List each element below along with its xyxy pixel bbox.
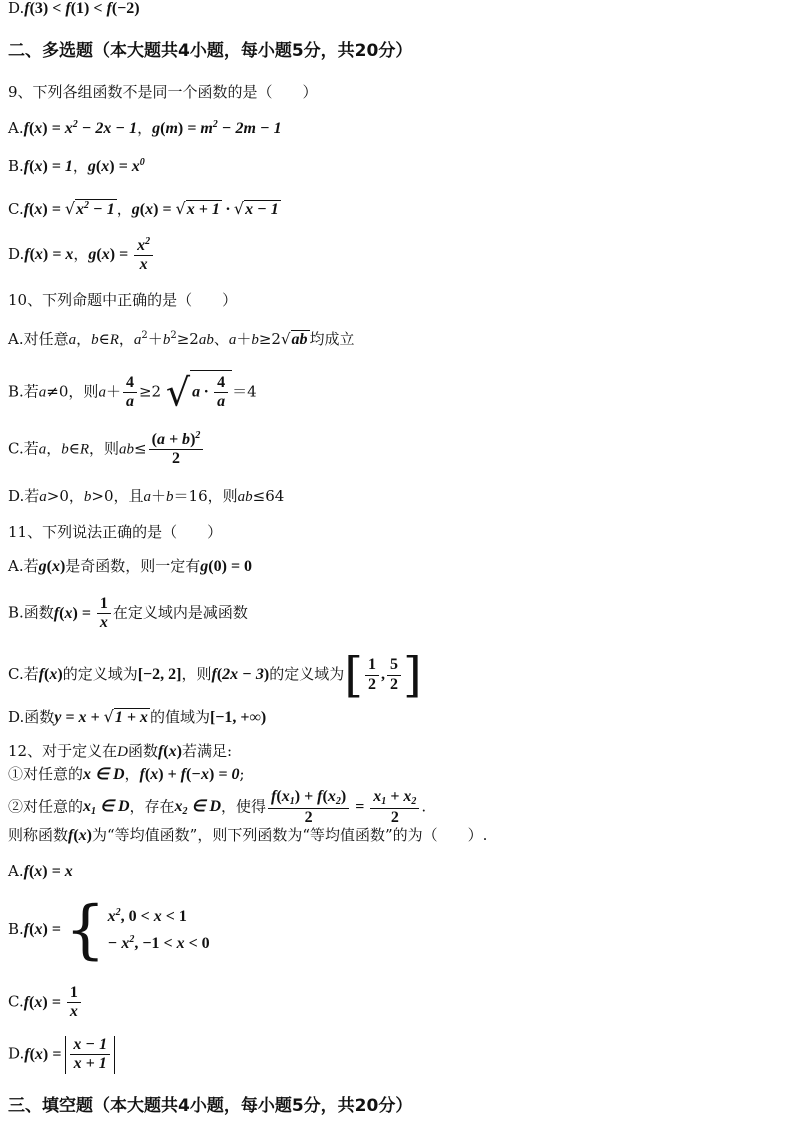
question-12-option-c: C.f(x) = $\frac{1}{x}$ (8, 984, 83, 1022)
question-12-option-d: D.f(x) = $\frac{x - 1}{x + 1}$ (8, 1036, 115, 1074)
question-12-option-b: B.f(x) = { $x^2$, 0 < x < 1 − $x^2$, −1 < x < 0 (8, 893, 210, 967)
question-11-stem: 11、下列说法正确的是（ ） (8, 523, 223, 541)
question-9-stem: 9、下列各组函数不是同一个函数的是（ ） (8, 83, 318, 101)
question-12-condition-1: ①对任意的x ∈ D，f(x) + f(−x) = 0; (8, 765, 245, 783)
question-12-option-a: A.f(x) = x (8, 862, 73, 880)
section-title-fill-in-blank: 三、填空题（本大题共4小题，每小题5分，共20分） (8, 1096, 413, 1116)
question-10-stem: 10、下列命题中正确的是（ ） (8, 291, 238, 309)
question-12-stem: 12、对于定义在D函数f(x)若满足: (8, 742, 232, 760)
question-9-option-c: $C.f(x) = √x^2 - 1$ ，g(x) = √x + 1 · √x − 1 (8, 199, 279, 218)
question-11-option-a: A.若g(x)是奇函数，则一定有g(0) = 0 (8, 557, 253, 575)
question-11-option-c: C.若f(x)的定义域为[−2, 2]，则f(2x − 3)的定义域为[ $\frac{1}{2}$ , $\frac{5}{2}$ ] (8, 647, 422, 703)
question-10-option-c: C.若a，b∈R，则ab≤ $\frac{(a + b)^2}{2}$ (8, 430, 205, 469)
question-11-option-d: D.函数y = x + √1 + x 的值域为[−1, +∞) (8, 707, 267, 726)
question-11-option-b: B.函数f(x) = $\frac{1}{x}$ 在定义域内是减函数 (8, 595, 248, 632)
question-12-conclusion: 则称函数f(x)为“等均值函数”，则下列函数为“等均值函数”的为（ ）. (8, 826, 488, 844)
question-9-option-d: D.f(x) = x，g(x) = $\frac{x^2}{x}$ (8, 236, 155, 275)
question-10-option-b: B.若a≠0，则a＋ $\frac{4}{a}$ ≥2 √ a · $\frac{4}{a}$ ＝4 (8, 370, 257, 415)
question-10-option-d: D.若a>0，b>0，且a＋b＝16，则ab≤64 (8, 487, 285, 505)
prev-question-option-d: D.f(3) < f(1) < f(−2) (8, 0, 140, 17)
section-title-multiple-choice: 二、多选题（本大题共4小题，每小题5分，共20分） (8, 41, 413, 61)
question-9-option-b: B.f(x) = 1，$g(x) = x^0$ (8, 157, 145, 175)
question-10-option-a: A.对任意a，b∈R，$a^2+b^2\ge 2ab$、a＋b≥2√ab 均成立 (8, 330, 355, 348)
question-9-option-a: $A.f(x) = x^2 - 2x - 1$，$g(m) = m^2 - 2m - 1$ (8, 119, 282, 137)
question-12-condition-2: ②对任意的$x_1$ ∈ D，存在$x_2$ ∈ D，使得 $\frac{f(x_1) + f(x_2)}{2}$ = $\frac{x_1 + x_2}{2}$ . (8, 788, 427, 826)
